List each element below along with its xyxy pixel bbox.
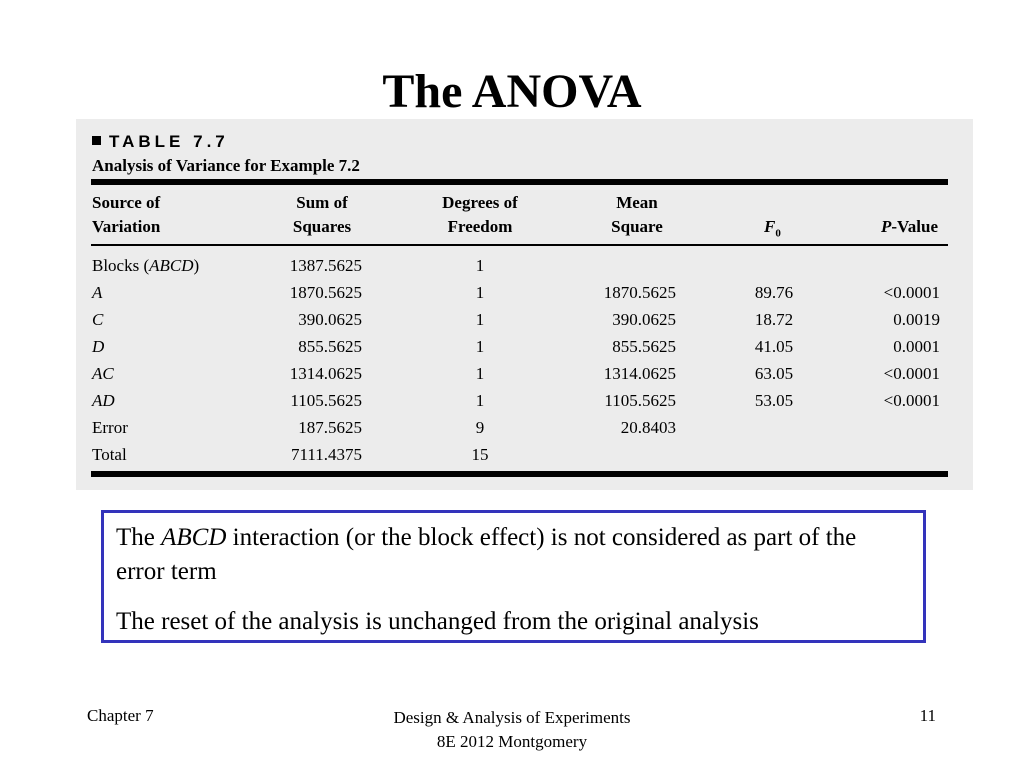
cell-source-italic: C xyxy=(92,310,104,329)
cell-source xyxy=(92,387,115,414)
cell-ss: 1105.5625 xyxy=(290,391,362,410)
header-f-letter: F xyxy=(764,217,776,236)
header-ms-line1: Mean xyxy=(616,193,658,212)
cell-ms: 390.0625 xyxy=(612,310,676,329)
cell-df: 15 xyxy=(471,445,489,464)
cell-source xyxy=(92,279,102,306)
cell-f: 41.05 xyxy=(754,337,794,356)
header-f0 xyxy=(764,215,781,245)
cell-source xyxy=(92,414,128,441)
footer-chapter: Chapter 7 xyxy=(87,706,154,725)
header-df-line2: Freedom xyxy=(447,217,513,236)
header-source-line1: Source of xyxy=(92,193,161,212)
header-source-line2: Variation xyxy=(92,217,161,236)
header-p-letter: P xyxy=(881,217,892,236)
table-row xyxy=(76,414,973,441)
header-df-line1: Degrees of xyxy=(442,193,518,212)
footer-page-number: 11 xyxy=(919,706,936,725)
header-mean-square xyxy=(582,191,692,239)
table-caption: Analysis of Variance for Example 7.2 xyxy=(92,156,360,175)
cell-source-text: Error xyxy=(92,418,128,437)
cell-source xyxy=(92,252,199,279)
cell-source-text: Blocks ( xyxy=(92,256,150,275)
cell-p: <0.0001 xyxy=(883,364,940,383)
footer-title-line1: Design & Analysis of Experiments xyxy=(393,708,631,727)
table-bottom-rule xyxy=(91,471,948,477)
table-row xyxy=(76,387,973,414)
cell-ss: 7111.4375 xyxy=(291,445,362,464)
header-p-rest: -Value xyxy=(891,217,938,236)
cell-ms: 855.5625 xyxy=(612,337,676,356)
cell-source xyxy=(92,360,114,387)
cell-ss: 1870.5625 xyxy=(289,283,362,302)
header-ss-line1: Sum of xyxy=(296,193,348,212)
cell-p: 0.0019 xyxy=(893,310,940,329)
cell-ss: 1387.5625 xyxy=(289,256,362,275)
slide-title: The ANOVA xyxy=(382,65,642,118)
table-label-text: TABLE 7.7 xyxy=(109,132,229,151)
cell-df: 1 xyxy=(475,391,485,410)
cell-source-italic: ABCD xyxy=(149,256,194,275)
footer-title xyxy=(312,706,712,754)
cell-ms: 1870.5625 xyxy=(603,283,676,302)
cell-source xyxy=(92,333,104,360)
cell-ms: 1314.0625 xyxy=(603,364,676,383)
cell-ss: 187.5625 xyxy=(298,418,362,437)
cell-source-italic: AC xyxy=(92,364,114,383)
cell-ms: 1105.5625 xyxy=(604,391,676,410)
table-row xyxy=(76,279,973,306)
header-ms-line2: Square xyxy=(611,217,663,236)
cell-ss: 855.5625 xyxy=(298,337,362,356)
header-degrees-of-freedom xyxy=(420,191,540,239)
cell-df: 1 xyxy=(475,256,485,275)
note-box xyxy=(101,510,926,643)
cell-df: 1 xyxy=(475,310,485,329)
header-ss-line2: Squares xyxy=(292,217,352,236)
cell-f: 53.05 xyxy=(754,391,794,410)
header-sum-of-squares xyxy=(272,191,372,239)
table-row xyxy=(76,306,973,333)
table-header-rule xyxy=(91,244,948,246)
cell-df: 1 xyxy=(475,283,485,302)
cell-source xyxy=(92,306,103,333)
table-top-rule xyxy=(91,179,948,185)
table-row xyxy=(76,360,973,387)
cell-f: 89.76 xyxy=(754,283,794,302)
note-line1-before: The xyxy=(116,524,162,551)
cell-f: 63.05 xyxy=(754,364,794,383)
anova-table-panel xyxy=(76,119,973,490)
cell-p: 0.0001 xyxy=(893,337,940,356)
header-f-sub: 0 xyxy=(775,227,781,240)
cell-ms: 20.8403 xyxy=(620,418,676,437)
footer-title-line2: 8E 2012 Montgomery xyxy=(436,732,588,751)
square-bullet-icon xyxy=(92,136,101,145)
table-row xyxy=(76,441,973,468)
table-label xyxy=(92,132,229,152)
cell-source-italic: D xyxy=(92,337,105,356)
cell-ss: 1314.0625 xyxy=(289,364,362,383)
header-source xyxy=(92,191,160,239)
cell-f: 18.72 xyxy=(754,310,794,329)
cell-source-italic: AD xyxy=(92,391,115,410)
header-p-value xyxy=(836,215,938,239)
cell-source-text: Total xyxy=(92,445,127,464)
note-line-1 xyxy=(116,521,911,589)
cell-source xyxy=(92,441,127,468)
cell-df: 1 xyxy=(475,337,485,356)
cell-df: 9 xyxy=(475,418,485,437)
note-line-2: The reset of the analysis is unchanged from the original analysis xyxy=(116,608,759,635)
table-row xyxy=(76,333,973,360)
table-row xyxy=(76,252,973,279)
cell-source-italic: A xyxy=(92,283,103,302)
cell-ss: 390.0625 xyxy=(298,310,362,329)
cell-p: <0.0001 xyxy=(883,283,940,302)
note-line1-italic: ABCD xyxy=(161,524,227,551)
cell-source-tail: ) xyxy=(193,256,200,275)
cell-p: <0.0001 xyxy=(883,391,940,410)
note-line1-after: interaction (or the block effect) is not considered as part of the error term xyxy=(116,524,857,585)
cell-df: 1 xyxy=(475,364,485,383)
